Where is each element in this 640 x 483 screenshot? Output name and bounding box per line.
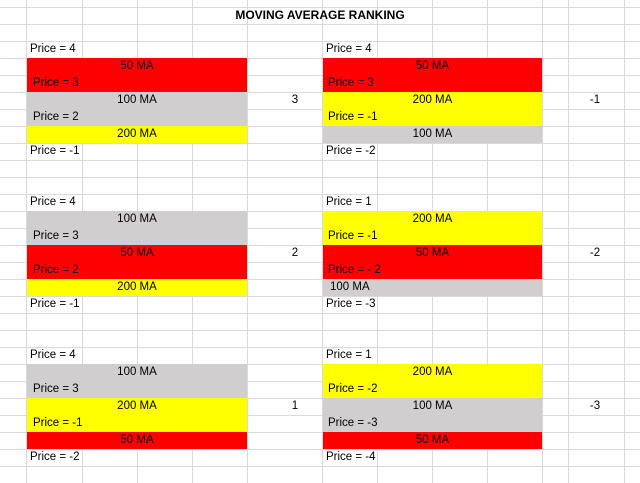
ma-label-cell[interactable]: 200 MA bbox=[117, 400, 157, 412]
ma-label-cell[interactable]: 50 MA bbox=[120, 247, 154, 259]
price-cell[interactable]: Price = -2 bbox=[30, 451, 80, 463]
ma-label-cell[interactable]: 200 MA bbox=[412, 94, 453, 106]
grid-line bbox=[0, 330, 640, 331]
ma-label-cell[interactable]: 200 MA bbox=[117, 128, 157, 140]
price-cell[interactable]: Price = 1 bbox=[326, 349, 372, 361]
price-cell[interactable]: Price = -4 bbox=[326, 451, 376, 463]
grid-line bbox=[0, 194, 640, 195]
ranking-score-cell[interactable]: -3 bbox=[589, 400, 601, 412]
price-cell[interactable]: Price = 4 bbox=[30, 43, 76, 55]
ranking-score-cell[interactable]: 2 bbox=[291, 247, 299, 259]
price-cell[interactable]: Price = 3 bbox=[33, 230, 79, 242]
ma-label-cell[interactable]: 100 MA bbox=[117, 366, 157, 378]
ma-label-cell[interactable]: 100 MA bbox=[412, 400, 453, 412]
ma-label-cell[interactable]: 200 MA bbox=[412, 213, 453, 225]
price-cell[interactable]: Price = 4 bbox=[30, 349, 76, 361]
ranking-score-cell[interactable]: -1 bbox=[589, 94, 601, 106]
price-cell[interactable]: Price = 2 bbox=[33, 111, 79, 123]
price-cell[interactable]: Price = 3 bbox=[33, 383, 79, 395]
grid-line bbox=[0, 143, 640, 144]
price-cell[interactable]: Price = 1 bbox=[326, 196, 372, 208]
grid-line bbox=[0, 466, 640, 467]
ma-label-cell[interactable]: 50 MA bbox=[120, 60, 154, 72]
grid-line bbox=[542, 0, 543, 483]
price-cell[interactable]: Price = 3 bbox=[328, 77, 374, 89]
price-cell[interactable]: Price = 3 bbox=[33, 77, 79, 89]
grid-line bbox=[0, 160, 640, 161]
grid-line bbox=[0, 296, 640, 297]
price-cell[interactable]: Price = 2 bbox=[33, 264, 79, 276]
sheet-title: MOVING AVERAGE RANKING bbox=[235, 8, 405, 22]
price-cell[interactable]: Price = 4 bbox=[30, 196, 76, 208]
grid-line bbox=[0, 347, 640, 348]
ma-label-cell[interactable]: 100 MA bbox=[117, 213, 157, 225]
price-cell[interactable]: Price = -2 bbox=[326, 145, 376, 157]
price-cell[interactable]: Price = -1 bbox=[30, 145, 80, 157]
price-cell[interactable]: Price = -1 bbox=[328, 230, 378, 242]
price-cell[interactable]: Price = -1 bbox=[30, 298, 80, 310]
price-cell[interactable]: Price = -3 bbox=[328, 417, 378, 429]
ma-label-cell[interactable]: 50 MA bbox=[415, 247, 450, 259]
ma-label-cell[interactable]: 100 MA bbox=[117, 94, 157, 106]
ma-label-cell[interactable]: 200 MA bbox=[412, 366, 453, 378]
ma-label-cell[interactable]: 50 MA bbox=[120, 434, 154, 446]
ma-label-cell[interactable]: 100 MA bbox=[330, 281, 370, 293]
ranking-score-cell[interactable]: -2 bbox=[589, 247, 601, 259]
grid-line bbox=[247, 0, 248, 483]
price-cell[interactable]: Price = -1 bbox=[328, 111, 378, 123]
ranking-score-cell[interactable]: 3 bbox=[291, 94, 299, 106]
price-cell[interactable]: Price = -2 bbox=[328, 383, 378, 395]
ranking-score-cell[interactable]: 1 bbox=[291, 400, 299, 412]
price-cell[interactable]: Price = -3 bbox=[326, 298, 376, 310]
price-cell[interactable]: Price = - 2 bbox=[328, 264, 381, 276]
ma-label-cell[interactable]: 50 MA bbox=[415, 60, 450, 72]
ma-label-cell[interactable]: 100 MA bbox=[412, 128, 453, 140]
grid-line bbox=[0, 24, 640, 25]
grid-line bbox=[0, 449, 640, 450]
ma-label-cell[interactable]: 200 MA bbox=[117, 281, 157, 293]
price-cell[interactable]: Price = -1 bbox=[33, 417, 83, 429]
ma-label-cell[interactable]: 50 MA bbox=[415, 434, 450, 446]
price-cell[interactable]: Price = 4 bbox=[326, 43, 372, 55]
grid-line bbox=[0, 41, 640, 42]
grid-line bbox=[0, 313, 640, 314]
grid-line bbox=[0, 177, 640, 178]
